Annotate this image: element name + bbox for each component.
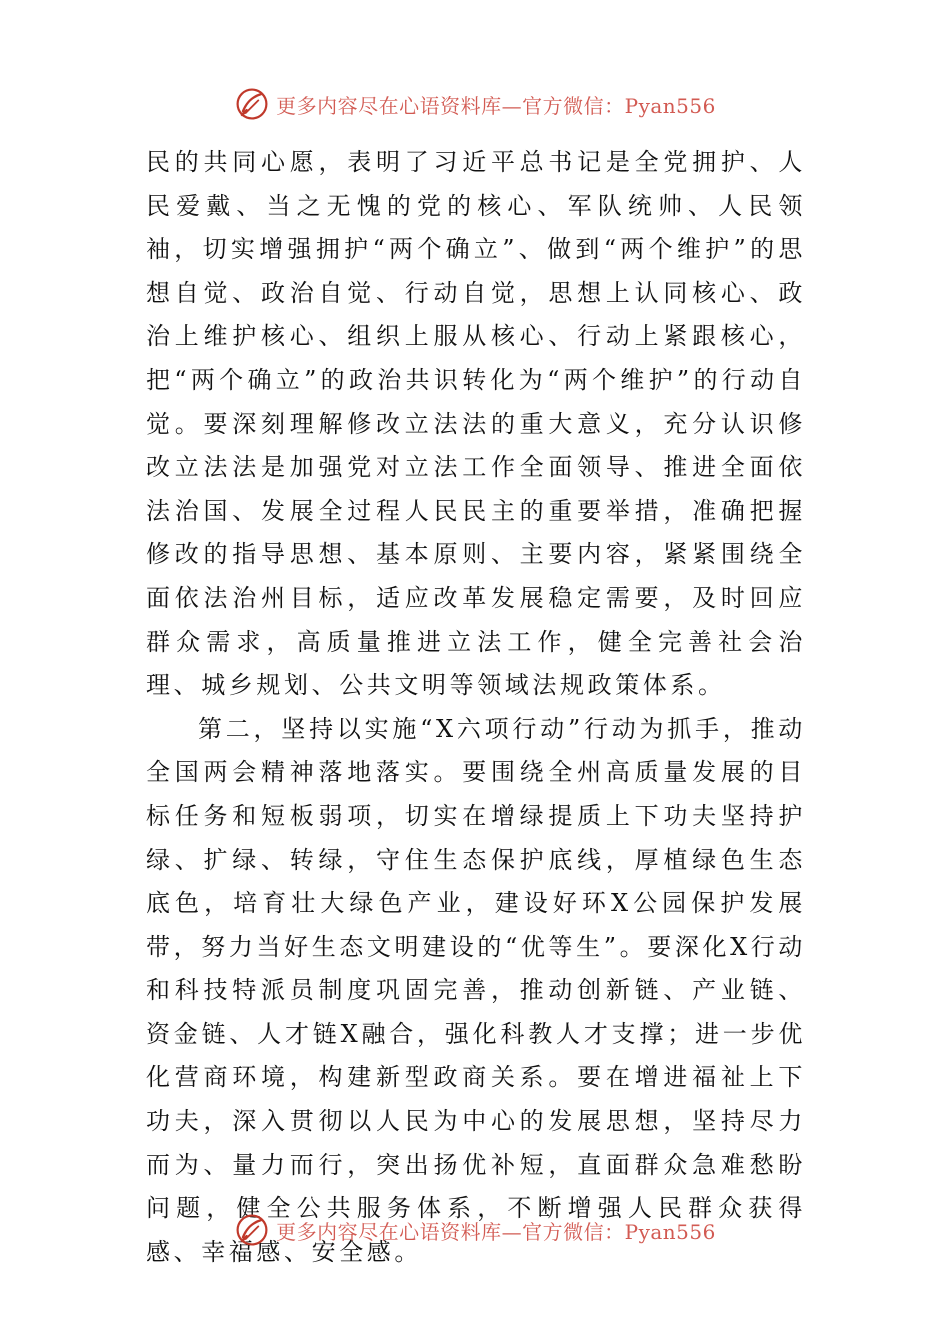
body-paragraph-1: 民的共同心愿，表明了习近平总书记是全党拥护、人民爱戴、当之无愧的党的核心、军队统帅、人民领袖，切实增强拥护“两个确立”、做到“两个维护”的思想自觉、政治自觉、行动自觉，思想上认同核心、政治上维护核心、组织上服从核心、行动上紧跟核心，把“两个确立”的政治共识转化为“两个维护”的行动自觉。要深刻理解修改立法法的重大意义，充分认识修改立法法是加强党对立法工作全面领导、推进全面依法治国、发展全过程人民民主的重要举措，准确把握修改的指导思想、基本原则、主要内容，紧紧围绕全面依法治州目标，适应改革发展稳定需要，及时回应群众需求，高质量推进立法工作，健全完善社会治理、城乡规划、公共文明等领域法规政策体系。 [146,148,806,700]
seal-logo-icon [234,1212,270,1248]
footer-banner-text: 更多内容尽在心语资料库—官方微信：Pyan556 [276,1219,716,1244]
body-paragraph-2: 第二，坚持以实施“X六项行动”行动为抓手，推动全国两会精神落地落实。要围绕全州高质量发展的目标任务和短板弱项，切实在增绿提质上下功夫坚持护绿、扩绿、转绿，守住生态保护底线，厚植绿色生态底色，培育壮大绿色产业，建设好环X公园保护发展带，努力当好生态文明建设的“优等生”。要深化X行动和科技特派员制度巩固完善，推动创新链、产业链、资金链、人才链X融合，强化科教人才支撑；进一步优化营商环境，构建新型政商关系。要在增进福祉上下功夫，深入贯彻以人民为中心的发展思想，坚持尽力而为、量力而行，突出扬优补短，直面群众急难愁盼问题，健全公共服务体系，不断增强人民群众获得感、幸福感、安全感。 [146,714,806,1266]
document-body [146,141,806,1274]
footer-banner [0,1210,950,1250]
header-banner [0,84,950,124]
seal-logo-icon [234,86,270,122]
header-banner-text: 更多内容尽在心语资料库—官方微信：Pyan556 [276,93,716,118]
